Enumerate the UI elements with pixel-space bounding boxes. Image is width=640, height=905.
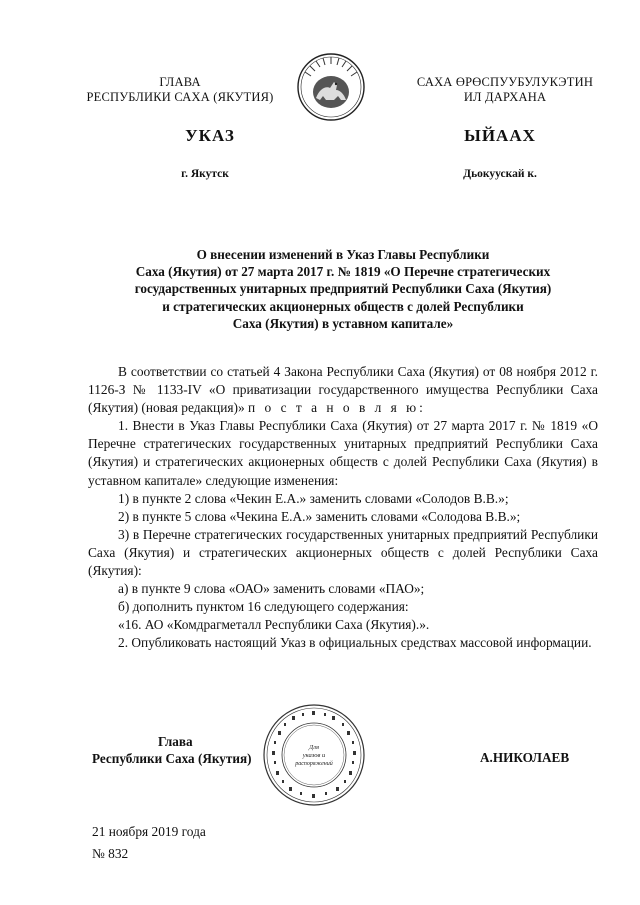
signature-position-line1: Глава: [158, 734, 193, 749]
paragraph-1-item-1: 1) в пункте 2 слова «Чекин Е.А.» заменить словами «Солодов В.В.»;: [118, 490, 509, 506]
paragraph-1-item-3a: а) в пункте 9 слова «ОАО» заменить словами «ПАО»;: [118, 581, 425, 597]
signature-position-line2: Республики Саха (Якутия): [92, 751, 252, 766]
header-left-line1: ГЛАВА: [159, 75, 201, 89]
signature-position: [92, 733, 292, 767]
paragraph-1-item-3b: б) дополнить пунктом 16 следующего содержания:: [118, 599, 409, 615]
paragraph-1-item-2: 2) в пункте 5 слова «Чекина Е.А.» заменить словами «Солодова В.В.»;: [118, 508, 521, 524]
document-title: [88, 246, 598, 332]
intro-paragraph: [88, 363, 598, 417]
document-number: № 832: [92, 846, 129, 861]
stamp-center-line1: Для: [309, 744, 319, 751]
header-left-block: [70, 75, 290, 105]
document-date-block: [92, 821, 292, 865]
city-ru: г. Якутск: [181, 168, 229, 180]
paragraph-2: 2. Опубликовать настоящий Указ в официальных средствах массовой информации.: [118, 635, 592, 651]
paragraph-1: 1. Внести в Указ Главы Республики Саха (Якутия) от 27 марта 2017 г. № 1819 «О Перечне стратегических государственных унитарных предприятий Республики Саха (Якутия) и стратегических акционерных обществ с долей Республики Саха (Якутия) в уставном капитале» следующие изменения:: [88, 418, 598, 488]
intro-text: В соответствии со статьей 4 Закона Республики Саха (Якутия) от 08 ноября 2012 г. 1126-З № 1133-IV «О приватизации государственного имущества Республики Саха (Якутия) (новая редакция)»: [88, 364, 598, 416]
title-line: государственных унитарных предприятий Республики Саха (Якутия): [134, 281, 552, 297]
title-line: Саха (Якутия) в уставном капитале»: [232, 315, 454, 331]
header-left-line2: РЕСПУБЛИКИ САХА (ЯКУТИЯ): [86, 90, 274, 104]
document-body: [88, 363, 598, 653]
paragraph-1-item-3b-text: «16. АО «Комдрагметалл Республики Саха (Якутия).».: [118, 617, 430, 633]
stamp-center-line2: указов и: [302, 752, 326, 759]
header-right-line1: САХА ӨРӨСПУУБУЛУКЭТИН: [416, 75, 594, 89]
city-sakha: Дьокуускай к.: [463, 168, 537, 180]
paragraph-1-item-3: 3) в Перечне стратегических государственных унитарных предприятий Республики Саха (Якутия) и стратегических акционерных обществ с долей Республики Саха (Якутия):: [88, 526, 598, 579]
header-right-block: [385, 75, 625, 105]
title-line: Саха (Якутия) от 27 марта 2017 г. № 1819 «О Перечне стратегических: [135, 264, 551, 280]
signatory-name: А.НИКОЛАЕВ: [480, 750, 570, 765]
title-line: О внесении изменений в Указ Главы Республики: [196, 247, 490, 262]
doc-type-sakha: ЫЙААХ: [464, 126, 536, 145]
intro-decree-word: п о с т а н о в л я ю:: [248, 400, 426, 416]
coat-of-arms-emblem: [296, 52, 366, 122]
document-date: 21 ноября 2019 года: [92, 824, 206, 839]
stamp-center-line3: распоряжений: [295, 761, 333, 767]
title-line: и стратегических акционерных обществ с долей Республики: [162, 298, 524, 314]
header-right-line2: ИЛ ДАРХАНА: [463, 90, 547, 104]
doc-type-ru: УКАЗ: [185, 126, 235, 145]
